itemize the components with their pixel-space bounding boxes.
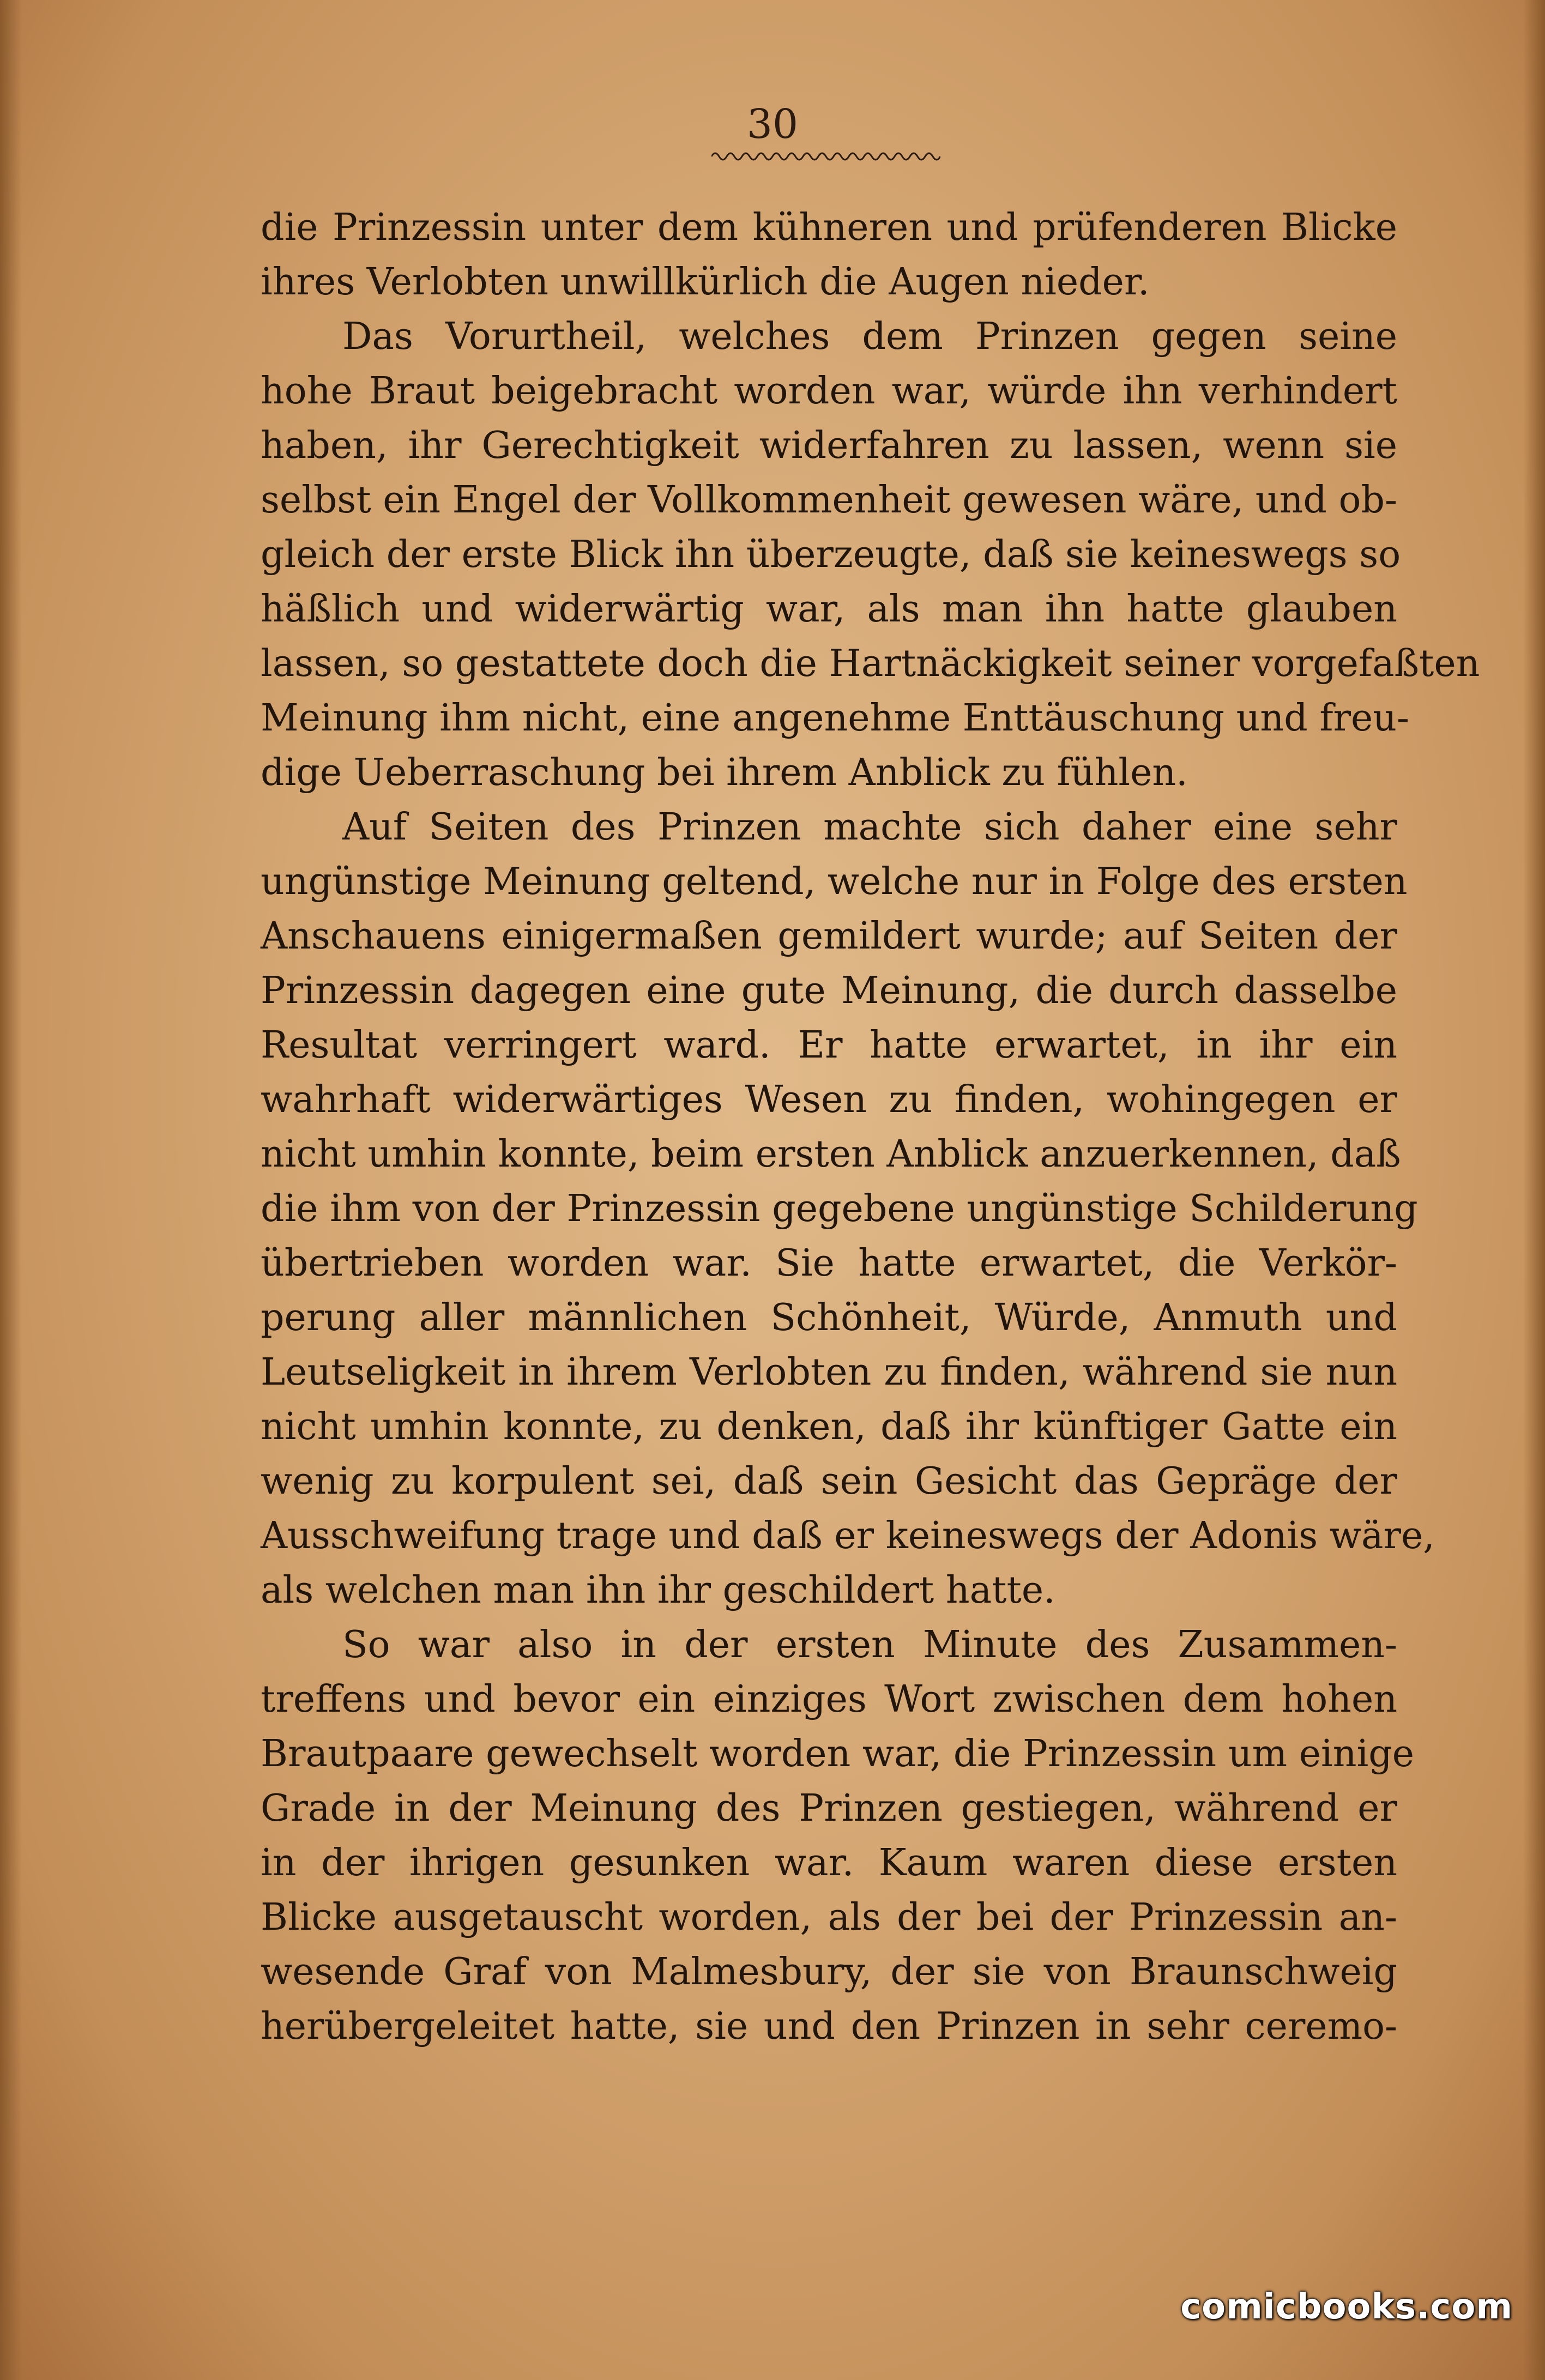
text-line: Anschauens einigermaßen gemildert wurde; auf Seiten der [261,915,1397,958]
text-line: haben, ihr Gerechtigkeit widerfahren zu lassen, wenn sie [261,424,1397,467]
text-line: lassen, so gestattete doch die Hartnäckigkeit seiner vorgefaßten [261,642,1480,685]
text-line: übertrieben worden war. Sie hatte erwartet, die Verkör- [261,1242,1397,1285]
text-line: Blicke ausgetauscht worden, als der bei der Prinzessin an- [261,1896,1397,1939]
text-line: wenig zu korpulent sei, daß sein Gesicht das Gepräge der [261,1460,1397,1503]
text-line: treffens und bevor ein einziges Wort zwischen dem hohen [261,1678,1397,1721]
text-line: Resultat verringert ward. Er hatte erwartet, in ihr ein [261,1024,1397,1067]
text-line: Prinzessin dagegen eine gute Meinung, die durch dasselbe [261,969,1397,1012]
text-line: Ausschweifung trage und daß er keineswegs der Adonis wäre, [261,1514,1435,1557]
text-line: Grade in der Meinung des Prinzen gestiegen, während er [261,1787,1397,1830]
text-line: wahrhaft widerwärtiges Wesen zu finden, wohingegen er [261,1078,1397,1121]
text-line: nicht umhin konnte, beim ersten Anblick anzuerkennen, daß [261,1133,1401,1176]
text-line: Leutseligkeit in ihrem Verlobten zu finden, während sie nun [261,1351,1397,1394]
text-line: So war also in der ersten Minute des Zusammen- [342,1623,1397,1666]
text-line: gleich der erste Blick ihn überzeugte, daß sie keineswegs so [261,533,1401,576]
text-line: perung aller männlichen Schönheit, Würde, Anmuth und [261,1296,1397,1339]
body-text [261,201,1480,2054]
text-line: Meinung ihm nicht, eine angenehme Enttäuschung und freu- [261,697,1410,740]
page-edge-left [0,0,22,2380]
ornament-wavy-rule [711,148,940,165]
text-line: Auf Seiten des Prinzen machte sich daher eine sehr [342,806,1397,849]
text-line: ungünstige Meinung geltend, welche nur in Folge des ersten [261,860,1408,903]
page-edge-right [1523,0,1545,2380]
text-line: nicht umhin konnte, zu denken, daß ihr künftiger Gatte ein [261,1405,1397,1448]
page-number: 30 [746,101,799,148]
text-line: als welchen man ihn ihr geschildert hatte. [261,1569,1055,1612]
text-line: Das Vorurtheil, welches dem Prinzen gegen seine [342,315,1397,358]
text-line: Brautpaare gewechselt worden war, die Prinzessin um einige [261,1732,1415,1775]
text-line: die ihm von der Prinzessin gegebene ungünstige Schilderung [261,1187,1418,1230]
watermark-logo: comicbooks.com [1180,2287,1513,2327]
text-line: selbst ein Engel der Vollkommenheit gewesen wäre, und ob- [261,479,1397,522]
text-line: dige Ueberraschung bei ihrem Anblick zu fühlen. [261,751,1188,794]
text-line: die Prinzessin unter dem kühneren und prüfenderen Blicke [261,206,1397,249]
text-line: herübergeleitet hatte, sie und den Prinzen in sehr ceremo- [261,2005,1397,2048]
text-line: hohe Braut beigebracht worden war, würde ihn verhindert [261,370,1397,413]
text-line: ihres Verlobten unwillkürlich die Augen nieder. [261,261,1150,304]
text-line: wesende Graf von Malmesbury, der sie von Braunschweig [261,1950,1397,1994]
text-line: häßlich und widerwärtig war, als man ihn hatte glauben [261,588,1397,631]
text-line: in der ihrigen gesunken war. Kaum waren diese ersten [261,1841,1397,1884]
